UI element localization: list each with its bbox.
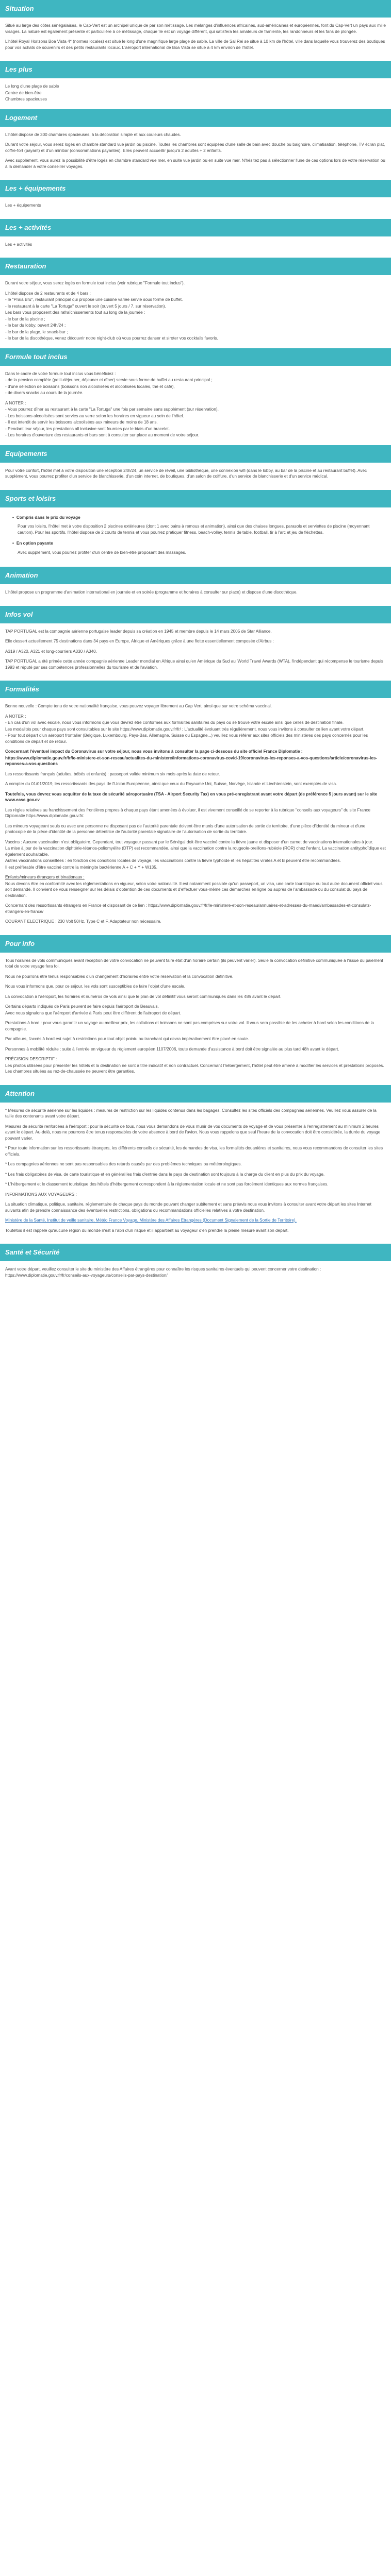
- section-attention: [0, 1103, 391, 1244]
- logement-p3: Avec supplément, vous aurez la possibilité d'être logés en chambre standard vue mer, en suite vue jardin ou en suite vue mer. N'hésitez pas à sélectionner l'une de ces options lors de votre réservation ou à la demander à votre conseiller voyages.: [5, 158, 385, 169]
- plus-item: Centre de bien-être: [5, 90, 42, 95]
- tout-inclus-line: - d'une sélection de boissons (boissons non alcoolisées et alcoolisées locales, thé et café),: [5, 384, 175, 389]
- tout-inclus-line: - de la pension complète (petit-déjeuner, déjeuner et dîner) servie sous forme de buffet au restaurant principal ;: [5, 378, 213, 382]
- sports-included-heading: • Compris dans le prix du voyage: [18, 515, 386, 521]
- attention-p8: La situation climatique, politique, sanitaire, réglementaire de chaque pays du monde pouvant changer subitement et sans préavis nous vous invitons à consulter avant votre départ les sites Internet suivants afin de prendre connaissance des éventuelles restrictions, obligations ou recommandations officielles relatives à votre destination.: [5, 1202, 372, 1213]
- section-sports: [0, 507, 391, 567]
- section-formalites: [0, 698, 391, 935]
- section-header-tout-inclus: Formule tout inclus: [0, 348, 391, 366]
- pour-info-p6: Avec nous signalons que l'aéroport d'arrivée à Paris peut être différent de l'aéroport de départ.: [5, 1010, 182, 1015]
- plus-item: Le long d'une plage de sable: [5, 84, 59, 89]
- sports-included-text: Pour vos loisirs, l'hôtel met à votre disposition 2 piscines extérieures (dont 1 avec bains à remous et animation), ainsi que des chaises longues, parasols et serviettes de piscine (moyennant caution). Pour les sportifs, l'hôtel dispose de 2 courts de tennis et vous pourrez pratiquer fitness, beach-volley, tennis de table, football, tir à l'arc et jeu de fléchettes.: [18, 524, 370, 535]
- attention-voyageurs-label: INFORMATIONS AUX VOYAGEURS :: [5, 1192, 77, 1197]
- pour-info-p7: Prestations à bord : pour vous garantir un voyage au meilleur prix, les collations et boissons ne sont pas comprises sur votre vol. Il vous sera possible de les acheter à bord selon les conditions de la compagnie.: [5, 1021, 374, 1031]
- section-restauration: [0, 275, 391, 348]
- logement-p2: Durant votre séjour, vous serez logés en chambre standard vue jardin ou piscine. Toutes les chambres sont équipées d'une salle de bain avec douche ou baignoire, climatisation, téléphone, TV écran plat, coffre-fort (payant) et d'un minibar (consommations payantes). Elles peuvent accueillir jusqu'à 2 adultes + 2 enfants.: [5, 142, 385, 153]
- restauration-line: Les bars vous proposent des rafraîchissements tout au long de la journée :: [5, 310, 145, 315]
- formalites-p4: Les modalités pour chaque pays sont consultables sur le site https://www.diplomatie.gouv.fr/fr/ ; L'actualité évoluant très régulièrement, nous vous invitons à consulter ce lien avant votre départ.: [5, 726, 365, 732]
- section-header-sante: Santé et Sécurité: [0, 1244, 391, 1261]
- tout-inclus-note: A NOTER :: [5, 400, 26, 405]
- infos-vol-p3: A319 / A320, A321 et long-courriers A330 / A340.: [5, 649, 97, 654]
- section-header-plus-equipements: Les + équipements: [0, 180, 391, 197]
- section-sante: [0, 1261, 391, 1289]
- pour-info-p1: Tous horaires de vols communiqués avant réception de votre convocation ne peuvent faire état d'un horaire certain (ils peuvent varier). Seule la convocation définitive communiquée à l'issue du paiement total de votre voyage fera foi.: [5, 958, 383, 969]
- section-infos-vol: [0, 623, 391, 681]
- section-header-infos-vol: Infos vol: [0, 606, 391, 623]
- pour-info-p2: Nous ne pourrons être tenus responsables d'un changement d'horaires entre votre réservation et la convocation définitive.: [5, 974, 234, 979]
- plus-activites-item: Les + activités: [5, 242, 32, 247]
- formalites-p5: - Pour tout départ d'un aéroport frontalier (Belgique, Luxembourg, Pays-Bas, Allemagne, Suisse ou Espagne...) veuillez vous référer aux sites officiels des ministères des pays concernés pour les conditions de départ et de retour.: [5, 733, 368, 744]
- plus-item: Chambres spacieuses: [5, 97, 47, 101]
- tout-inclus-notes: [5, 400, 386, 438]
- situation-intro: Situé au large des côtes sénégalaises, le Cap-Vert est un archipel unique de par son métissage. Les mélanges d'influences africaines, sud-américaines et européennes, font du Cap-Vert un pays aux mille visages. La nature est également présente et particulière à ce métissage, chaque île est un voyage différent, qui satisfera les amateurs de farniente, les randonneurs et les fans de plongée.: [5, 23, 386, 34]
- tout-inclus-list: [5, 371, 386, 396]
- situation-hotel: L'hôtel Royal Horizons Boa Vista 4* (normes locales) est situé le long d'une magnifique large plage de sable. La ville de Sal Rei se situe à 10 km de l'hôtel, ville dans laquelle vous trouverez des boutiques pour vos achats de souvenirs et des petits restaurants locaux. L'aéroport international de Boa Vista se situe à 4 km environ de l'hôtel.: [5, 39, 385, 50]
- animation-text: L'hôtel propose un programme d'animation international en journée et en soirée (programme et horaires à consulter sur place) et dispose d'une discothèque.: [5, 590, 298, 595]
- logement-p1: L'hôtel dispose de 300 chambres spacieuses, à la décoration simple et aux couleurs chaudes.: [5, 132, 181, 137]
- tout-inclus-line: - de divers snacks au cours de la journée.: [5, 391, 84, 395]
- section-animation: [0, 584, 391, 606]
- formalites-minors-heading: Enfants/mineurs étrangers et binationaux :: [5, 875, 85, 879]
- section-header-situation: Situation: [0, 0, 391, 18]
- formalites-tsa: Toutefois, vous devrez vous acquitter de la taxe de sécurité aéroportuaire (TSA - Airport Security Tax) en vous pré-enregistrant avant votre départ (de préférence 5 jours avant) sur le site www.ease.gov.cv: [5, 791, 378, 802]
- restauration-p1: Durant votre séjour, vous serez logés en formule tout inclus (voir rubrique "Formule tout inclus").: [5, 281, 185, 285]
- sports-optional-text: Avec supplément, vous pourrez profiter d'un centre de bien-être proposant des massages.: [18, 550, 186, 555]
- sports-optional-heading: • En option payante: [18, 540, 386, 547]
- formalites-p15: Autres vaccinations conseillées : en fonction des conditions locales de voyage, les vaccinations contre la fièvre typhoïde et les hépatites virales A et B peuvent être recommandées.: [5, 858, 341, 863]
- section-equipements: [0, 463, 391, 490]
- formalites-note-label: A NOTER :: [5, 714, 26, 719]
- sports-included: [5, 515, 386, 536]
- pour-info-p4: La convocation à l'aéroport, les horaires et numéros de vols ainsi que le plan de vol définitif vous seront communiqués dans les 48h avant le départ.: [5, 994, 282, 999]
- restauration-line: - le bar de la discothèque, venez découvrir notre night-club où vous pourrez danser et siroter vos cocktails favoris.: [5, 336, 218, 341]
- formalites-p18: Nous devons être en conformité avec les réglementations en vigueur, selon votre nationalité. Il est notamment possible qu'un passeport, un visa, une carte touristique ou tout autre document officiel vous soit demandé. Il convient de vous renseigner sur les délais d'obtention de ces documents et d'effectuer vous-même ces démarches en ligne ou auprès de l'ambassade ou du consulat du pays de destination.: [5, 881, 383, 898]
- tout-inclus-note: - Pendant leur séjour, les prestations all inclusive sont fournies par le biais d'un bracelet.: [5, 426, 170, 431]
- section-header-plus: Les plus: [0, 61, 391, 78]
- restauration-list: [5, 291, 386, 342]
- restauration-line: - le bar de la piscine ;: [5, 316, 45, 321]
- tout-inclus-note: - Les horaires d'ouverture des restaurants et bars sont à consulter sur place au moment de votre séjour.: [5, 433, 200, 437]
- restauration-line: - le restaurant à la carte "La Tortuga" ouvert le soir (ouvert 5 jours / 7, sur réservation).: [5, 303, 166, 309]
- formalites-p11: Les règles relatives au franchissement des frontières propres à chaque pays étant amenées à évoluer, il est vivement conseillé de se reporter à la rubrique "conseils aux voyageurs" du site France Diplomatie https://www.diplomatie.gouv.fr/.: [5, 807, 371, 818]
- section-header-plus-activites: Les + activités: [0, 219, 391, 236]
- formalites-covid-heading: Concernant l'éventuel impact du Coronavirus sur votre séjour, nous vous invitons à consulter la page ci-dessous du site officiel France Diplomatie :: [5, 749, 303, 754]
- formalites-p20: COURANT ELECTRIQUE : 230 Volt 50Hz. Type C et F. Adaptateur non nécessaire.: [5, 919, 161, 924]
- formalites-p19: Concernant des ressortissants étrangers en France et disposant de ce lien : https://www.diplomatie.gouv.fr/fr/le-ministere-et-son-reseau/annuaires-et-adresses-du-maedi/ambassades-et-consulats-etrangers-en-france/: [5, 903, 371, 914]
- restauration-line: - le bar du lobby, ouvert 24h/24 ;: [5, 323, 66, 328]
- tout-inclus-note: - Vous pourrez dîner au restaurant à la carte "La Tortuga" une fois par semaine sans supplément (sur réservation).: [5, 407, 219, 412]
- infos-vol-p4: TAP PORTUGAL a été primée cette année compagnie aérienne Leader mondial en Afrique ainsi qu'en Amérique du Sud au 'World Travel Awards (WTA), l'indépendant qui récompense le tourisme depuis 1993 et réputé par ses compétences professionnelles du tourisme et de l'aviation.: [5, 659, 384, 670]
- pour-info-p9: Personnes à mobilité réduite : suite à l'entrée en vigueur du règlement européen 1107/2006, toute demande d'assistance à bord doit être signalée au plus tard 48h avant le départ.: [5, 1046, 339, 1052]
- section-header-attention: Attention: [0, 1085, 391, 1103]
- section-situation: [0, 18, 391, 61]
- section-header-animation: Animation: [0, 567, 391, 584]
- section-header-logement: Logement: [0, 109, 391, 127]
- sante-text: Avant votre départ, veuillez consulter le site du ministère des Affaires étrangères pour connaître les risques sanitaires éventuels qui peuvent concerner votre destination : https://www.diplomatie.gouv.fr/fr/conseils-aux-voyageurs/conseils-par-pays-destination/: [5, 1267, 321, 1278]
- tout-inclus-note: - Les boissons alcoolisées sont servies au verre selon les horaires en vigueur au sein de l'hôtel.: [5, 413, 184, 418]
- section-tout-inclus: [0, 366, 391, 445]
- section-header-formalites: Formalités: [0, 681, 391, 698]
- section-header-sports: Sports et loisirs: [0, 490, 391, 507]
- formalites-p12: Les mineurs voyageant seuls ou avec une personne ne disposant pas de l'autorité parentale doivent être munis d'une autorisation de sortie de territoire, d'une pièce d'identité du mineur et d'une photocopie de la pièce d'identité de la personne détentrice de l'autorité parentale signataire de l'autorisation de sortie du territoire.: [5, 823, 366, 834]
- attention-official-links[interactable]: Ministère de la Santé, Institut de veille sanitaire, Météo France Voyage, Ministère des Affaires Etrangères (Document Signalement de la Sortie de Territoire).: [5, 1218, 297, 1223]
- attention-p5: * Les frais obligatoires de visa, de carte touristique et en général les frais d'entrée dans le pays de destination sont toujours à la charge du client en plus du prix du voyage.: [5, 1172, 325, 1177]
- formalites-p9: A compter du 01/01/2019, les ressortissants des pays de l'Union Européenne, ainsi que ceux du Royaume Uni, Suisse, Norvège, Islande et Liechtenstein, sont exemptés de visa.: [5, 782, 337, 786]
- formalites-p16: Il est préférable d'être vacciné contre la méningite bactérienne A + C + Y + W135.: [5, 865, 158, 870]
- pour-info-p3: Nous vous informons que, pour ce séjour, les vols sont susceptibles de faire l'objet d'une escale.: [5, 984, 186, 989]
- restauration-line: - le bar de la plage, le snack-bar ;: [5, 329, 68, 334]
- formalites-p8: Les ressortissants français (adultes, bébés et enfants) : passeport valide minimum six mois après la date de retour.: [5, 771, 220, 776]
- formalites-p1: Bonne nouvelle : Compte tenu de votre nationalité française, vous pouvez voyager librement au Cap Vert, ainsi que sur votre schéma vaccinal.: [5, 704, 272, 708]
- tout-inclus-line: Dans le cadre de votre formule tout inclus vous bénéficiez :: [5, 371, 116, 376]
- attention-p2: Mesures de sécurité renforcées à l'aéroport : pour la sécurité de tous, nous vous demandons de vous munir de vos documents de voyage et de vous présenter à l'enregistrement au minimum 2 heures avant le départ. Au-delà, nous ne pourrons être tenus responsables de votre absence à bord de l'avion. Nous vous rappelons que seul l'heure de la convocation doit être considérée, la durée du voyage pouvant varier.: [5, 1124, 381, 1141]
- formalites-p14: La mise à jour de la vaccination diphtérie-tétanos-poliomyélite (DTP) est recommandée, ainsi que la vaccination contre la rougeole-oreillons-rubéole (ROR) chez l'enfant. La vaccination antityphoïdique est également souhaitable.: [5, 846, 386, 857]
- pour-info-p11: Les photos utilisées pour présenter les hôtels et la destination ne sont à titre indicatif et non contractuel. Concernant l'hébergement, l'hôtel peut être amené à modifier les services et prestations proposés. Les chambres situées au rez-de-chaussée ne peuvent être garanties.: [5, 1063, 384, 1074]
- attention-p6: * L'hébergement et le classement touristique des hôtels d'hébergement correspondent à la réglementation locale et ne sont pas forcément identiques aux normes françaises.: [5, 1182, 329, 1187]
- section-header-pour-info: Pour info: [0, 935, 391, 953]
- section-plus-activites: [0, 236, 391, 258]
- restauration-line: - le "Praia Bru", restaurant principal qui propose une cuisine variée servie sous forme de buffet.: [5, 297, 183, 302]
- pour-info-p5: Certains départs indiqués de Paris peuvent se faire depuis l'aéroport de Beauvais.: [5, 1004, 159, 1009]
- pour-info-precision-label: PRÉCISION DESCRIPTIF :: [5, 1057, 57, 1061]
- section-plus: [0, 78, 391, 109]
- attention-p3: * Pour toute information sur les ressortissants étrangers, les différents conseils de sécurité, les demandes de visa, les formalités douanières et sanitaires, nous vous recommandons de consulter les sites officiels.: [5, 1146, 383, 1157]
- pour-info-p8: Par ailleurs, l'accès à bord est sujet à restrictions pour tout objet pointu ou tranchant qui devra impérativement être placé en soute.: [5, 1037, 249, 1041]
- section-header-equipements: Equipements: [0, 445, 391, 463]
- section-plus-equipements: [0, 197, 391, 219]
- section-logement: [0, 127, 391, 180]
- formalites-covid-link[interactable]: https://www.diplomatie.gouv.fr/fr/le-ministere-et-son-reseau/actualites-du-ministere/informations-coronavirus-covid-19/coronavirus-les-reponses-a-vos-questions/article/coronavirus-les-reponses-a-vos-questions: [5, 755, 378, 766]
- tout-inclus-note: - Il est interdit de servir les boissons alcoolisées aux mineurs de moins de 18 ans.: [5, 420, 158, 425]
- restauration-line: L'hôtel dispose de 2 restaurants et de 4 bars :: [5, 291, 91, 296]
- section-header-restauration: Restauration: [0, 258, 391, 275]
- infos-vol-p1: TAP PORTUGAL est la compagnie aérienne portugaise leader depuis sa création en 1945 et membre depuis le 14 mars 2005 de Star Alliance.: [5, 629, 272, 634]
- formalites-p3: - En cas d'un vol avec escale, nous vous informons que vous devrez être conformes aux formalités sanitaires du pays où se trouve votre escale ainsi que celles de destination finale.: [5, 720, 344, 725]
- attention-p4: * Les compagnies aériennes ne sont pas responsables des retards causés par des problèmes techniques ou météorologiques.: [5, 1162, 242, 1166]
- equipements-text: Pour votre confort, l'hôtel met à votre disposition une réception 24h/24, un service de réveil, une bibliothèque, une connexion wifi (dans le lobby, au bar de la piscine et au restaurant buffet). Avec supplément, vous pourrez profiter d'un service de blanchisserie, d'un coin internet, de boutiques, d'un salon de coiffure, d'un service de blanchisserie et d'un service médical.: [5, 468, 367, 479]
- plus-equipements-item: Les + équipements: [5, 203, 41, 208]
- sports-optional: [5, 540, 386, 555]
- section-pour-info: [0, 953, 391, 1085]
- infos-vol-p2: Elle dessert actuellement 75 destinations dans 34 pays en Europe, Afrique et Amériques grâce à une flotte essentiellement composée d'Airbus :: [5, 639, 274, 643]
- attention-p10: Toutefois il est rappelé qu'aucune région du monde n'est à l'abri d'un risque et il appartient au voyageur d'en prendre la pleine mesure avant son départ.: [5, 1228, 289, 1233]
- attention-p1: * Mesures de sécurité aérienne sur les liquides : mesures de restriction sur les liquides contenus dans les bagages. Consultez les sites officiels des compagnies aériennes. Veuillez vous assurer de la taille des contenants avant votre départ.: [5, 1108, 377, 1118]
- formalites-p13: Vaccins : Aucune vaccination n'est obligatoire. Cependant, tout voyageur passant par le Sénégal doit être vacciné contre la fièvre jaune et disposer d'un carnet de vaccinations internationales à jour.: [5, 839, 373, 844]
